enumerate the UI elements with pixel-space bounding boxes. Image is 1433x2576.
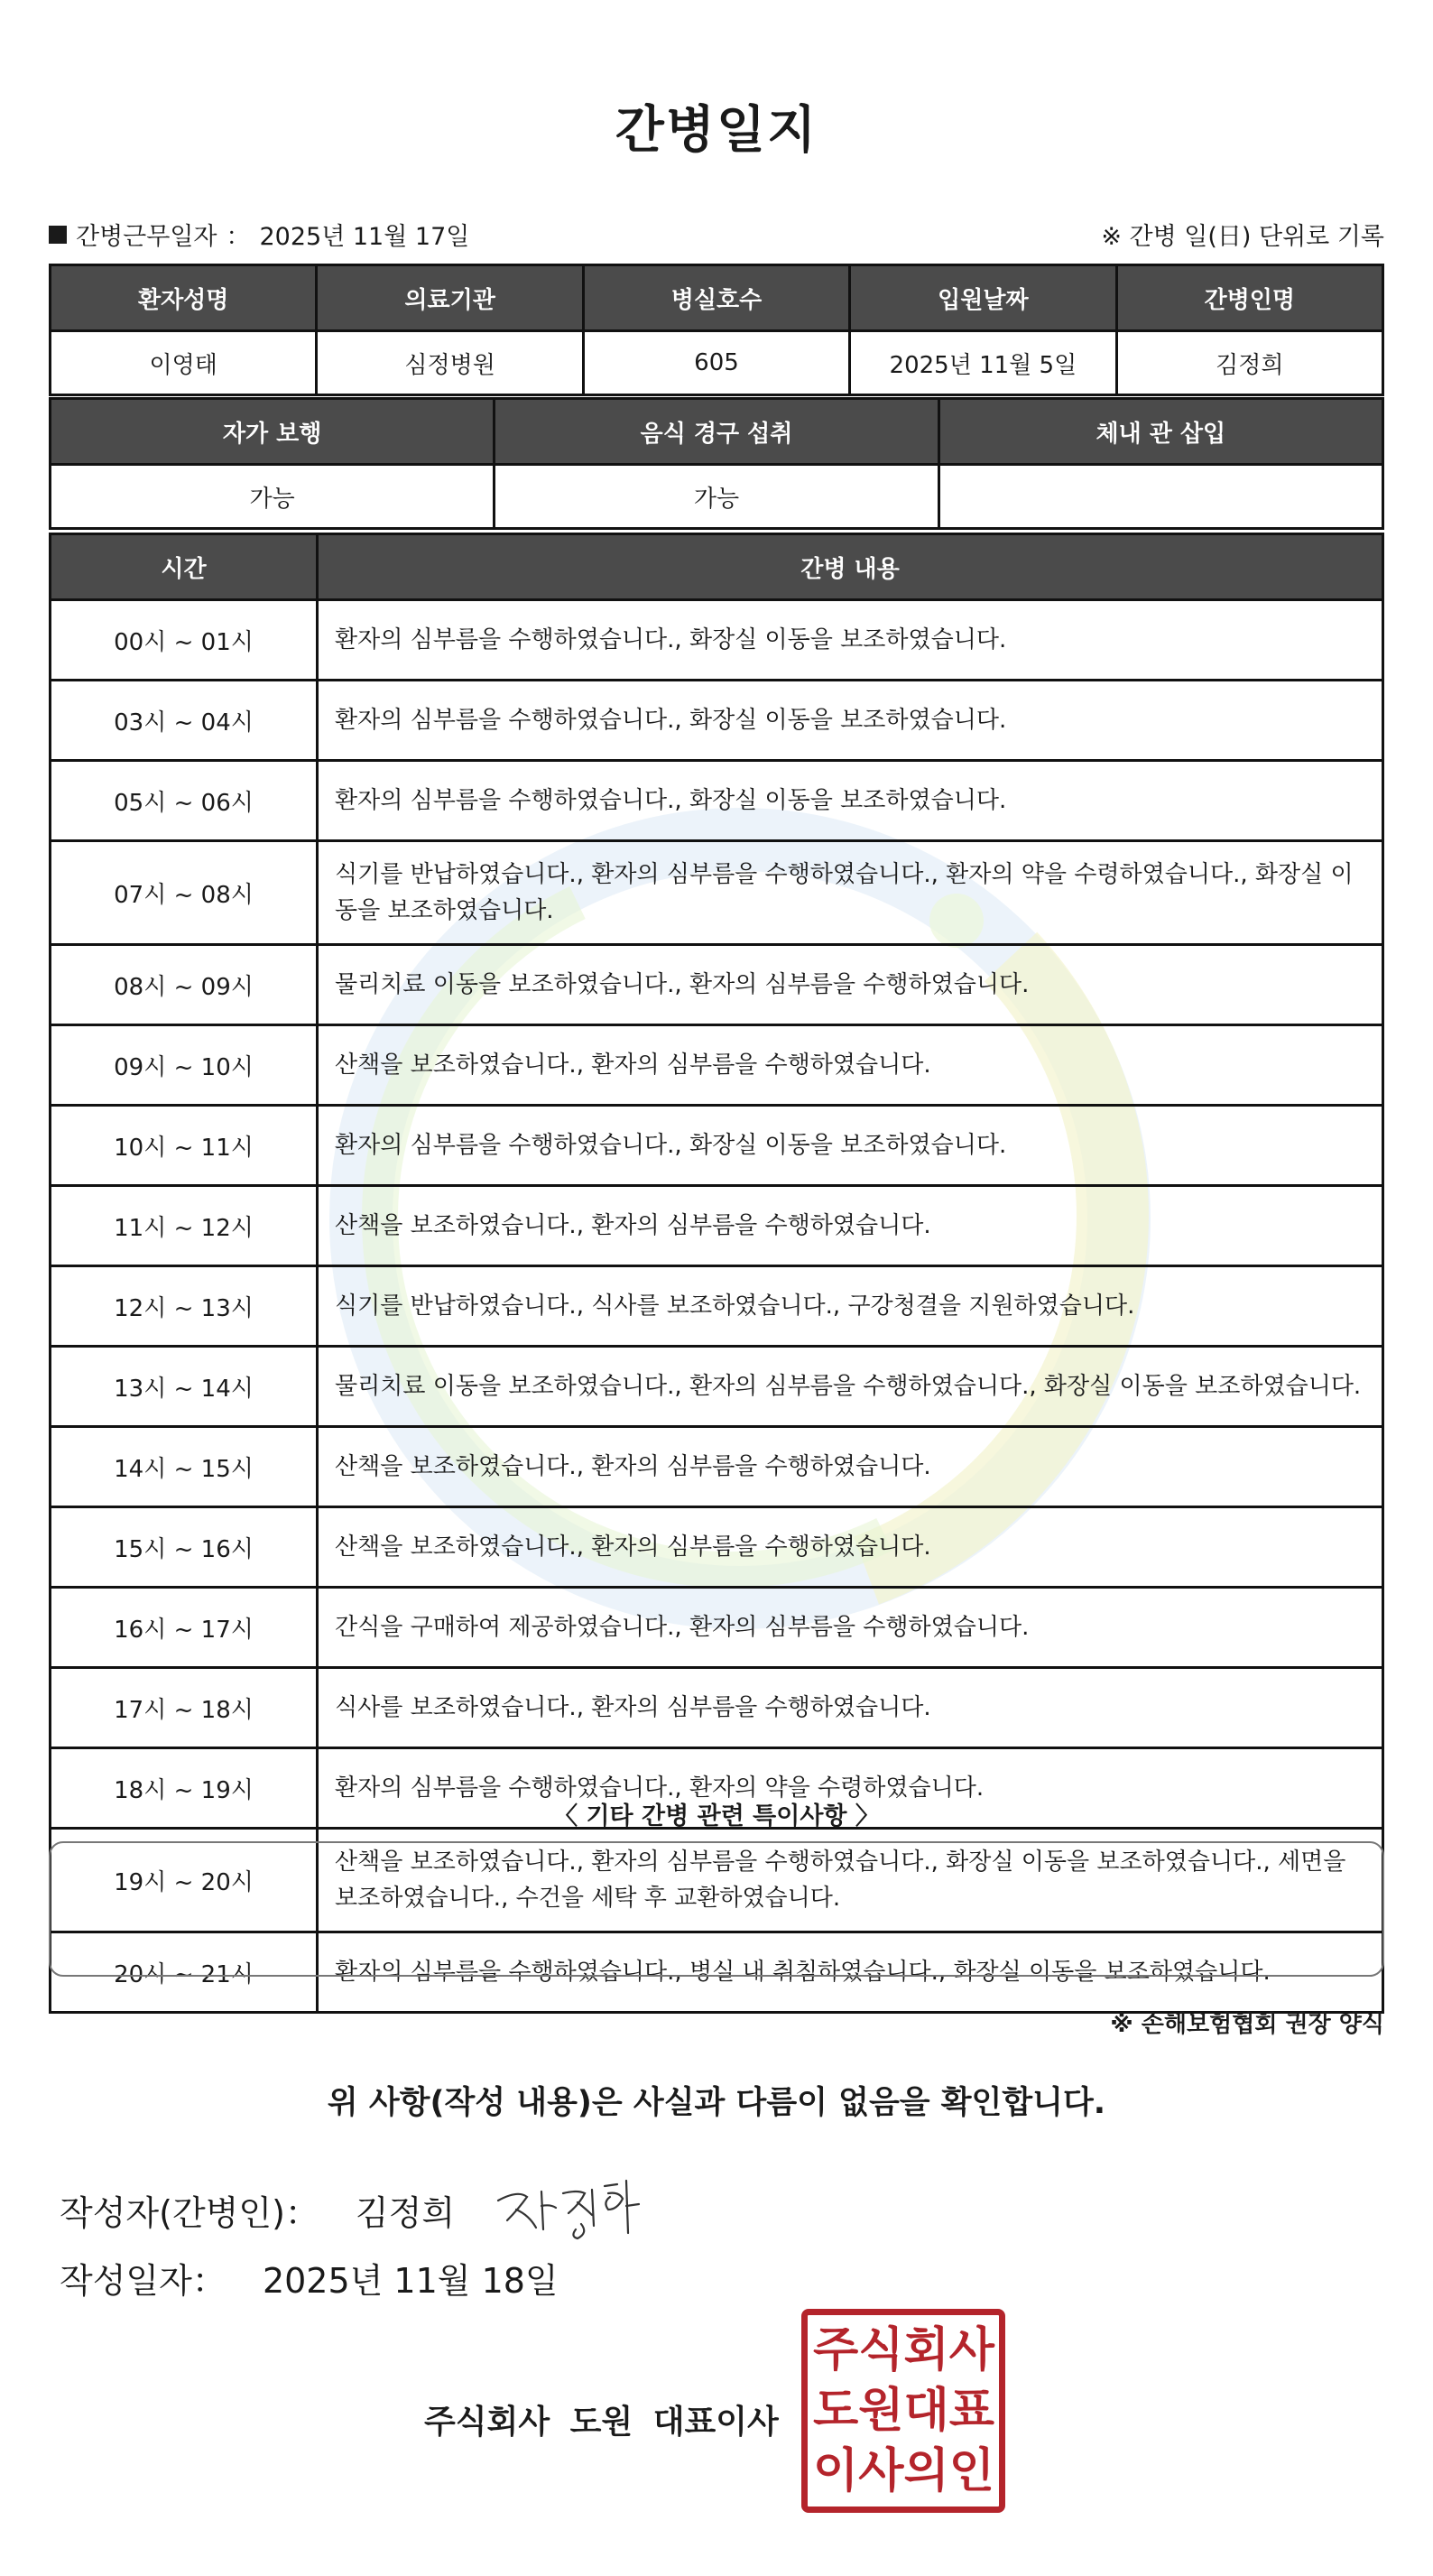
page-title: 간병일지: [615, 101, 818, 160]
time-cell: 19시 ~ 20시: [51, 1829, 318, 1932]
time-cell: 15시 ~ 16시: [51, 1507, 318, 1588]
tube-insertion-value: [938, 465, 1382, 529]
seal-character: 이: [813, 2443, 859, 2498]
confirm-statement: 위 사항(작성 내용)은 사실과 다름이 없음을 확인합니다.: [327, 2085, 1106, 2121]
table-row: [51, 761, 1383, 841]
date-label: 작성일자：: [60, 2261, 227, 2301]
time-cell: 11시 ~ 12시: [51, 1186, 318, 1266]
content-cell: 식기를 반납하였습니다., 환자의 심부름을 수행하였습니다., 환자의 약을 수령하였습니다., 화장실 이동을 보조하였습니다.: [318, 841, 1383, 945]
table-row: [51, 1507, 1383, 1588]
header-patient-name: 환자성명: [51, 265, 317, 331]
time-cell: 07시 ~ 08시: [51, 841, 318, 945]
seal-character: 식: [858, 2323, 904, 2378]
seal-character: 의: [903, 2443, 949, 2498]
time-cell: 05시 ~ 06시: [51, 761, 318, 841]
table-row: [51, 1347, 1383, 1427]
content-cell: 산책을 보조하였습니다., 환자의 심부름을 수행하였습니다., 화장실 이동을 보조하였습니다., 세면을 보조하였습니다., 수건을 세탁 후 교환하였습니다.: [318, 1829, 1383, 1932]
record-note: ※ 간병 일(日) 단위로 기록: [1101, 223, 1384, 251]
header-time: 시간: [51, 534, 318, 600]
company-seal: [801, 2309, 1005, 2513]
work-date-separator: ：: [226, 223, 251, 251]
table-header-row: [51, 399, 1383, 465]
bullet-square-icon: [49, 226, 67, 244]
time-cell: 16시 ~ 17시: [51, 1588, 318, 1668]
time-cell: 20시 ~ 21시: [51, 1932, 318, 2013]
content-cell: 환자의 심부름을 수행하였습니다., 화장실 이동을 보조하였습니다.: [318, 681, 1383, 761]
time-cell: 12시 ~ 13시: [51, 1266, 318, 1347]
header-caregiver: 간병인명: [1116, 265, 1382, 331]
seal-character: 인: [948, 2443, 994, 2498]
seal-character: 주: [813, 2323, 859, 2378]
header-tube-insertion: 체내 관 삽입: [938, 399, 1382, 465]
patient-info-table: [49, 264, 1384, 396]
company-representative: 주식회사 도원 대표이사: [424, 2404, 779, 2441]
work-date-value: 2025년 11월 17일: [259, 223, 470, 251]
header-room: 병실호수: [583, 265, 849, 331]
time-cell: 17시 ~ 18시: [51, 1668, 318, 1748]
table-row: [51, 945, 1383, 1025]
time-cell: 09시 ~ 10시: [51, 1025, 318, 1106]
room-number: 605: [583, 331, 849, 395]
table-row: [51, 1266, 1383, 1347]
table-header-row: [51, 265, 1383, 331]
content-cell: 환자의 심부름을 수행하였습니다., 환자의 약을 수령하였습니다.: [318, 1748, 1383, 1829]
written-date-line: [60, 2253, 559, 2303]
seal-line: [813, 2321, 994, 2381]
table-row: [51, 331, 1383, 395]
header-oral-intake: 음식 경구 섭취: [495, 399, 938, 465]
seal-character: 회: [903, 2323, 949, 2378]
header-hospital: 의료기관: [317, 265, 583, 331]
work-date: [49, 217, 469, 252]
author-label: 작성자(간병인)：: [60, 2192, 319, 2233]
seal-character: 사: [948, 2323, 994, 2378]
seal-character: 표: [948, 2383, 994, 2438]
table-row: [51, 1025, 1383, 1106]
form-source-note: ※ 손해보험협회 권장 양식: [1110, 2011, 1384, 2038]
table-row: [51, 465, 1383, 529]
content-cell: 산책을 보조하였습니다., 환자의 심부름을 수행하였습니다.: [318, 1427, 1383, 1507]
seal-character: 도: [813, 2383, 859, 2438]
table-row: [51, 600, 1383, 681]
notes-title: 〈 기타 간병 관련 특이사항 〉: [553, 1802, 880, 1830]
seal-line: [813, 2441, 994, 2501]
header-admission-date: 입원날짜: [850, 265, 1116, 331]
author-name: 김정희: [355, 2192, 456, 2233]
seal-character: 원: [858, 2383, 904, 2438]
content-cell: 식기를 반납하였습니다., 식사를 보조하였습니다., 구강청결을 지원하였습니다.: [318, 1266, 1383, 1347]
time-cell: 14시 ~ 15시: [51, 1427, 318, 1507]
hospital-name: 심정병원: [317, 331, 583, 395]
table-row: [51, 1668, 1383, 1748]
header-care-content: 간병 내용: [318, 534, 1383, 600]
seal-frame: [801, 2309, 1005, 2513]
content-cell: 식사를 보조하였습니다., 환자의 심부름을 수행하였습니다.: [318, 1668, 1383, 1748]
content-cell: 물리치료 이동을 보조하였습니다., 환자의 심부름을 수행하였습니다., 화장실 이동을 보조하였습니다.: [318, 1347, 1383, 1427]
table-row: [51, 1186, 1383, 1266]
author-line: [60, 2173, 644, 2246]
table-row: [51, 1427, 1383, 1507]
table-row: [51, 1588, 1383, 1668]
content-cell: 환자의 심부름을 수행하였습니다., 병실 내 취침하였습니다., 화장실 이동을 보조하였습니다.: [318, 1932, 1383, 2013]
table-row: [51, 1106, 1383, 1186]
seal-character: 사: [858, 2443, 904, 2498]
table-row: [51, 681, 1383, 761]
handwritten-signature: [491, 2173, 644, 2246]
seal-character: 대: [903, 2383, 949, 2438]
content-cell: 환자의 심부름을 수행하였습니다., 화장실 이동을 보조하였습니다.: [318, 1106, 1383, 1186]
time-cell: 00시 ~ 01시: [51, 600, 318, 681]
time-cell: 10시 ~ 11시: [51, 1106, 318, 1186]
time-cell: 13시 ~ 14시: [51, 1347, 318, 1427]
care-log-table: [49, 533, 1384, 2014]
content-cell: 환자의 심부름을 수행하였습니다., 화장실 이동을 보조하였습니다.: [318, 600, 1383, 681]
content-cell: 환자의 심부름을 수행하였습니다., 화장실 이동을 보조하였습니다.: [318, 761, 1383, 841]
patient-status-table: [49, 397, 1384, 530]
caregiver-name: 김정희: [1116, 331, 1382, 395]
table-row: [51, 841, 1383, 945]
self-walking-value: 가능: [51, 465, 495, 529]
content-cell: 산책을 보조하였습니다., 환자의 심부름을 수행하였습니다.: [318, 1025, 1383, 1106]
seal-line: [813, 2381, 994, 2442]
patient-name: 이영태: [51, 331, 317, 395]
oral-intake-value: 가능: [495, 465, 938, 529]
content-cell: 산책을 보조하였습니다., 환자의 심부름을 수행하였습니다.: [318, 1507, 1383, 1588]
content-cell: 산책을 보조하였습니다., 환자의 심부름을 수행하였습니다.: [318, 1186, 1383, 1266]
date-value: 2025년 11월 18일: [262, 2261, 559, 2301]
time-cell: 18시 ~ 19시: [51, 1748, 318, 1829]
header-self-walking: 자가 보행: [51, 399, 495, 465]
work-date-label: 간병근무일자: [76, 223, 217, 251]
content-cell: 간식을 구매하여 제공하였습니다., 환자의 심부름을 수행하였습니다.: [318, 1588, 1383, 1668]
time-cell: 03시 ~ 04시: [51, 681, 318, 761]
time-cell: 08시 ~ 09시: [51, 945, 318, 1025]
content-cell: 물리치료 이동을 보조하였습니다., 환자의 심부름을 수행하였습니다.: [318, 945, 1383, 1025]
notes-box: [49, 1841, 1384, 1977]
table-header-row: [51, 534, 1383, 600]
admission-date: 2025년 11월 5일: [850, 331, 1116, 395]
